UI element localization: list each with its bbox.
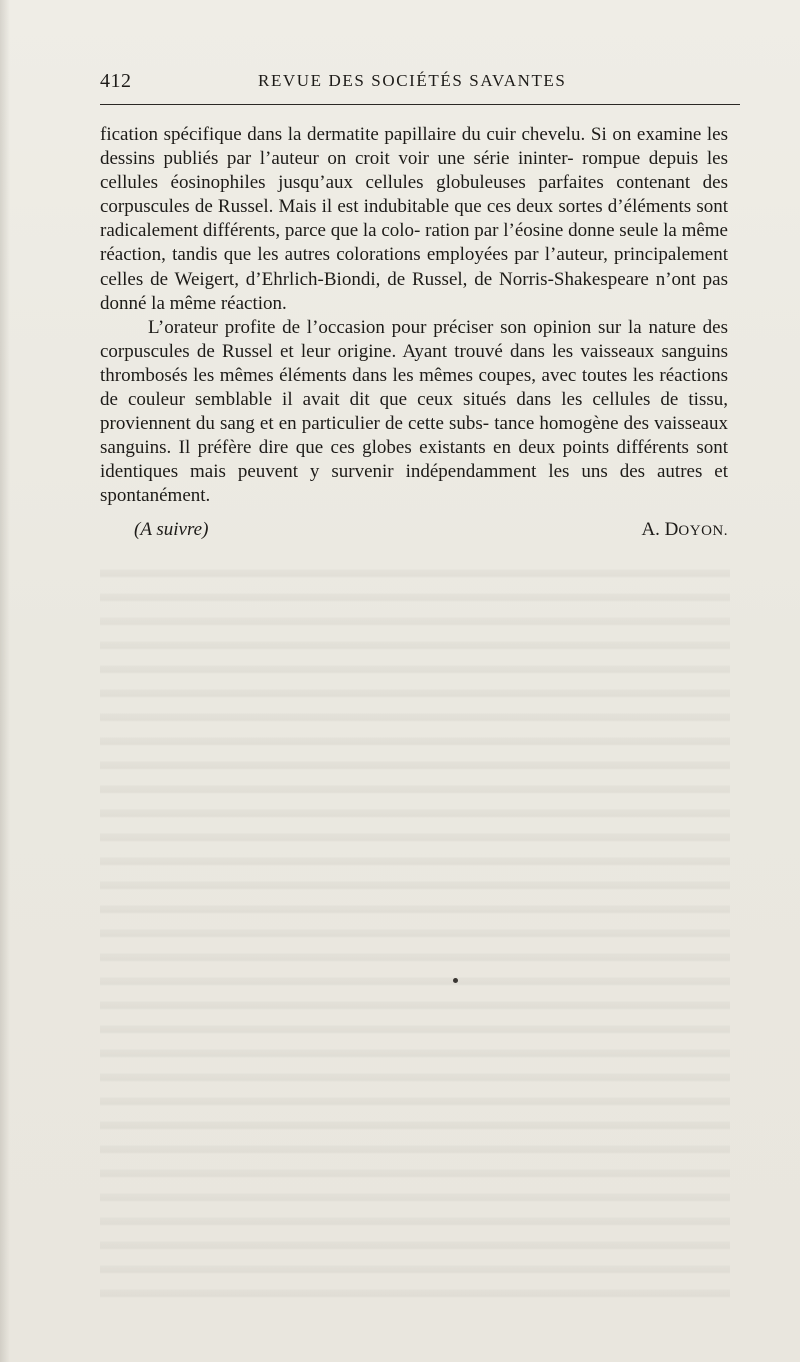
page-header [100, 62, 740, 102]
header-rule [100, 104, 740, 105]
paragraph-continued: fication spécifique dans la dermatite papillaire du cuir chevelu. Si on examine les dessins publiés par l’auteur on croit voir une série ininter- rompue depuis les cellules éosinophiles jusqu’aux cellules globuleuses parfaites contenant des corpuscules de Russel. Mais il est indubitable que ces deux sortes d’éléments sont radicalement différents, parce que la colo- ration par l’éosine donne seule la même réaction, tandis que les autres colorations employées par l’auteur, principalement celles de Weigert, d’Ehrlich-Biondi, de Russel, de Norris-Shakespeare n’ont pas donné la même réaction. [100, 124, 728, 314]
to-be-continued: (A suivre) [134, 519, 209, 540]
author-initial: A. D [641, 519, 679, 540]
author-signature [641, 519, 728, 541]
ink-speck [453, 978, 458, 983]
page-edge-shadow [0, 0, 10, 1362]
author-surname-smallcaps: OYON. [678, 523, 728, 539]
body-text [100, 123, 728, 509]
signoff-line [100, 519, 728, 545]
page-number: 412 [100, 70, 132, 92]
paragraph: L’orateur profite de l’occasion pour préciser son opinion sur la nature des corpuscules de Russel et leur origine. Ayant trouvé dans les vaisseaux sanguins thrombosés les mêmes éléments dans les mêmes coupes, avec toutes les réactions de couleur semblable il avait dit que ceux situés dans les cellules de tissu, proviennent du sang et en particulier de cette subs- tance homogène des vaisseaux sanguins. Il préfère dire que ces globes existants en deux points différents sont identiques mais peuvent y survenir indépendamment les uns des autres et spontanément. [100, 316, 728, 507]
reverse-side-bleed-through [100, 560, 730, 1300]
running-head: REVUE DES SOCIÉTÉS SAVANTES [258, 71, 567, 90]
